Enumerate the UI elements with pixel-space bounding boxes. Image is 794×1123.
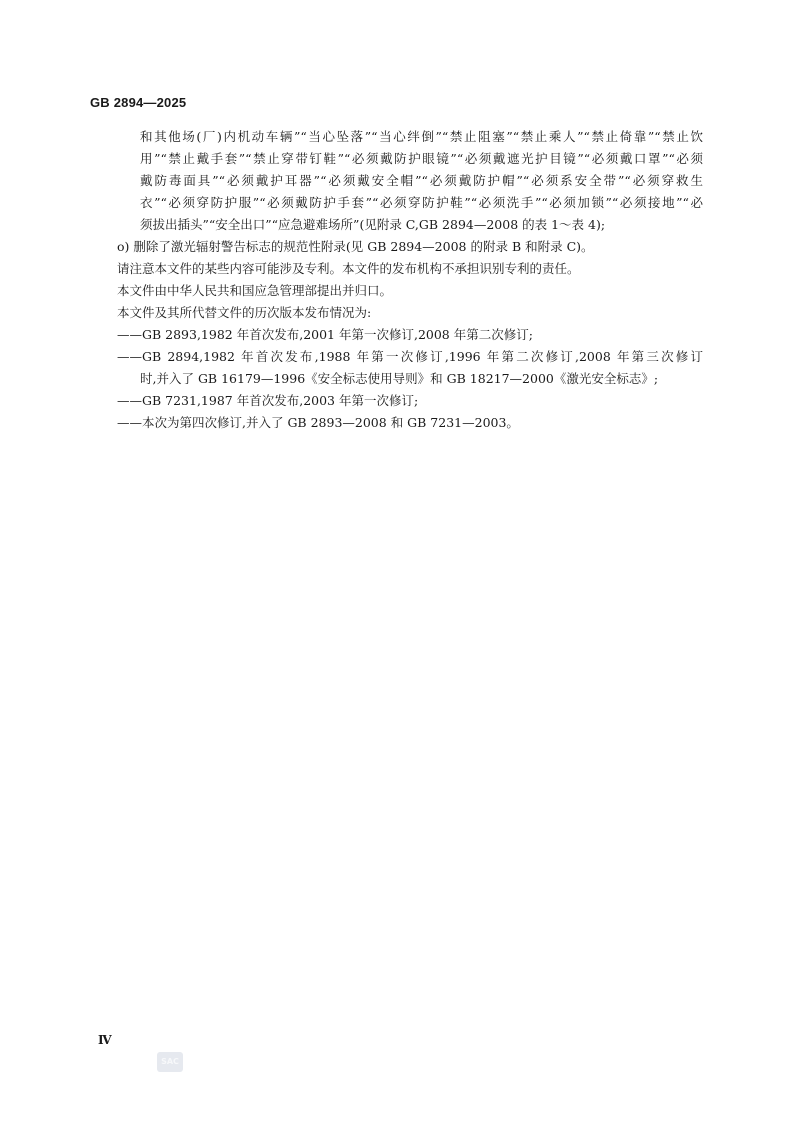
list-item-o: o) 删除了激光辐射警告标志的规范性附录(见 GB 2894—2008 的附录 B 和附录 C)。 [117,239,594,254]
history-item: ——GB 7231,1987 年首次发布,2003 年第一次修订; [117,393,419,408]
list-continuation-line: 须拔出插头”“安全出口”“应急避难场所”(见附录 C,GB 2894—2008 的表 1～表 4); [140,217,606,232]
history-item: ——GB 2894,1982 年首次发布,1988 年第一次修订,1996 年第二次修订,2008 年第三次修订 [117,349,703,364]
list-continuation-line: 戴防毒面具”“必须戴护耳器”“必须戴安全帽”“必须戴防护帽”“必须系安全带”“必须穿救生 [140,173,703,188]
patent-notice: 请注意本文件的某些内容可能涉及专利。本文件的发布机构不承担识别专利的责任。 [117,261,580,276]
list-continuation-line: 衣”“必须穿防护服”“必须戴防护手套”“必须穿防护鞋”“必须洗手”“必须加锁”“必须接地”“必 [140,195,703,210]
history-item: ——本次为第四次修订,并入了 GB 2893—2008 和 GB 7231—2003。 [117,415,519,430]
document-code: GB 2894—2025 [90,95,187,110]
history-item-continuation: 时,并入了 GB 16179—1996《安全标志使用导则》和 GB 18217—2000《激光安全标志》; [140,371,659,386]
history-item: ——GB 2893,1982 年首次发布,2001 年第一次修订,2008 年第二次修订; [117,327,533,342]
watermark-logo-icon: SAC [157,1052,183,1072]
document-body [117,126,703,434]
page-number: Ⅳ [98,1033,112,1047]
list-continuation-line: 用”“禁止戴手套”“禁止穿带钉鞋”“必须戴防护眼镜”“必须戴遮光护目镜”“必须戴口罩”“必须 [140,151,703,166]
proposer-statement: 本文件由中华人民共和国应急管理部提出并归口。 [117,283,393,298]
version-history-intro: 本文件及其所代替文件的历次版本发布情况为: [117,305,372,320]
list-continuation-line: 和其他场(厂)内机动车辆”“当心坠落”“当心绊倒”“禁止阻塞”“禁止乘人”“禁止倚靠”“禁止饮 [140,129,703,144]
